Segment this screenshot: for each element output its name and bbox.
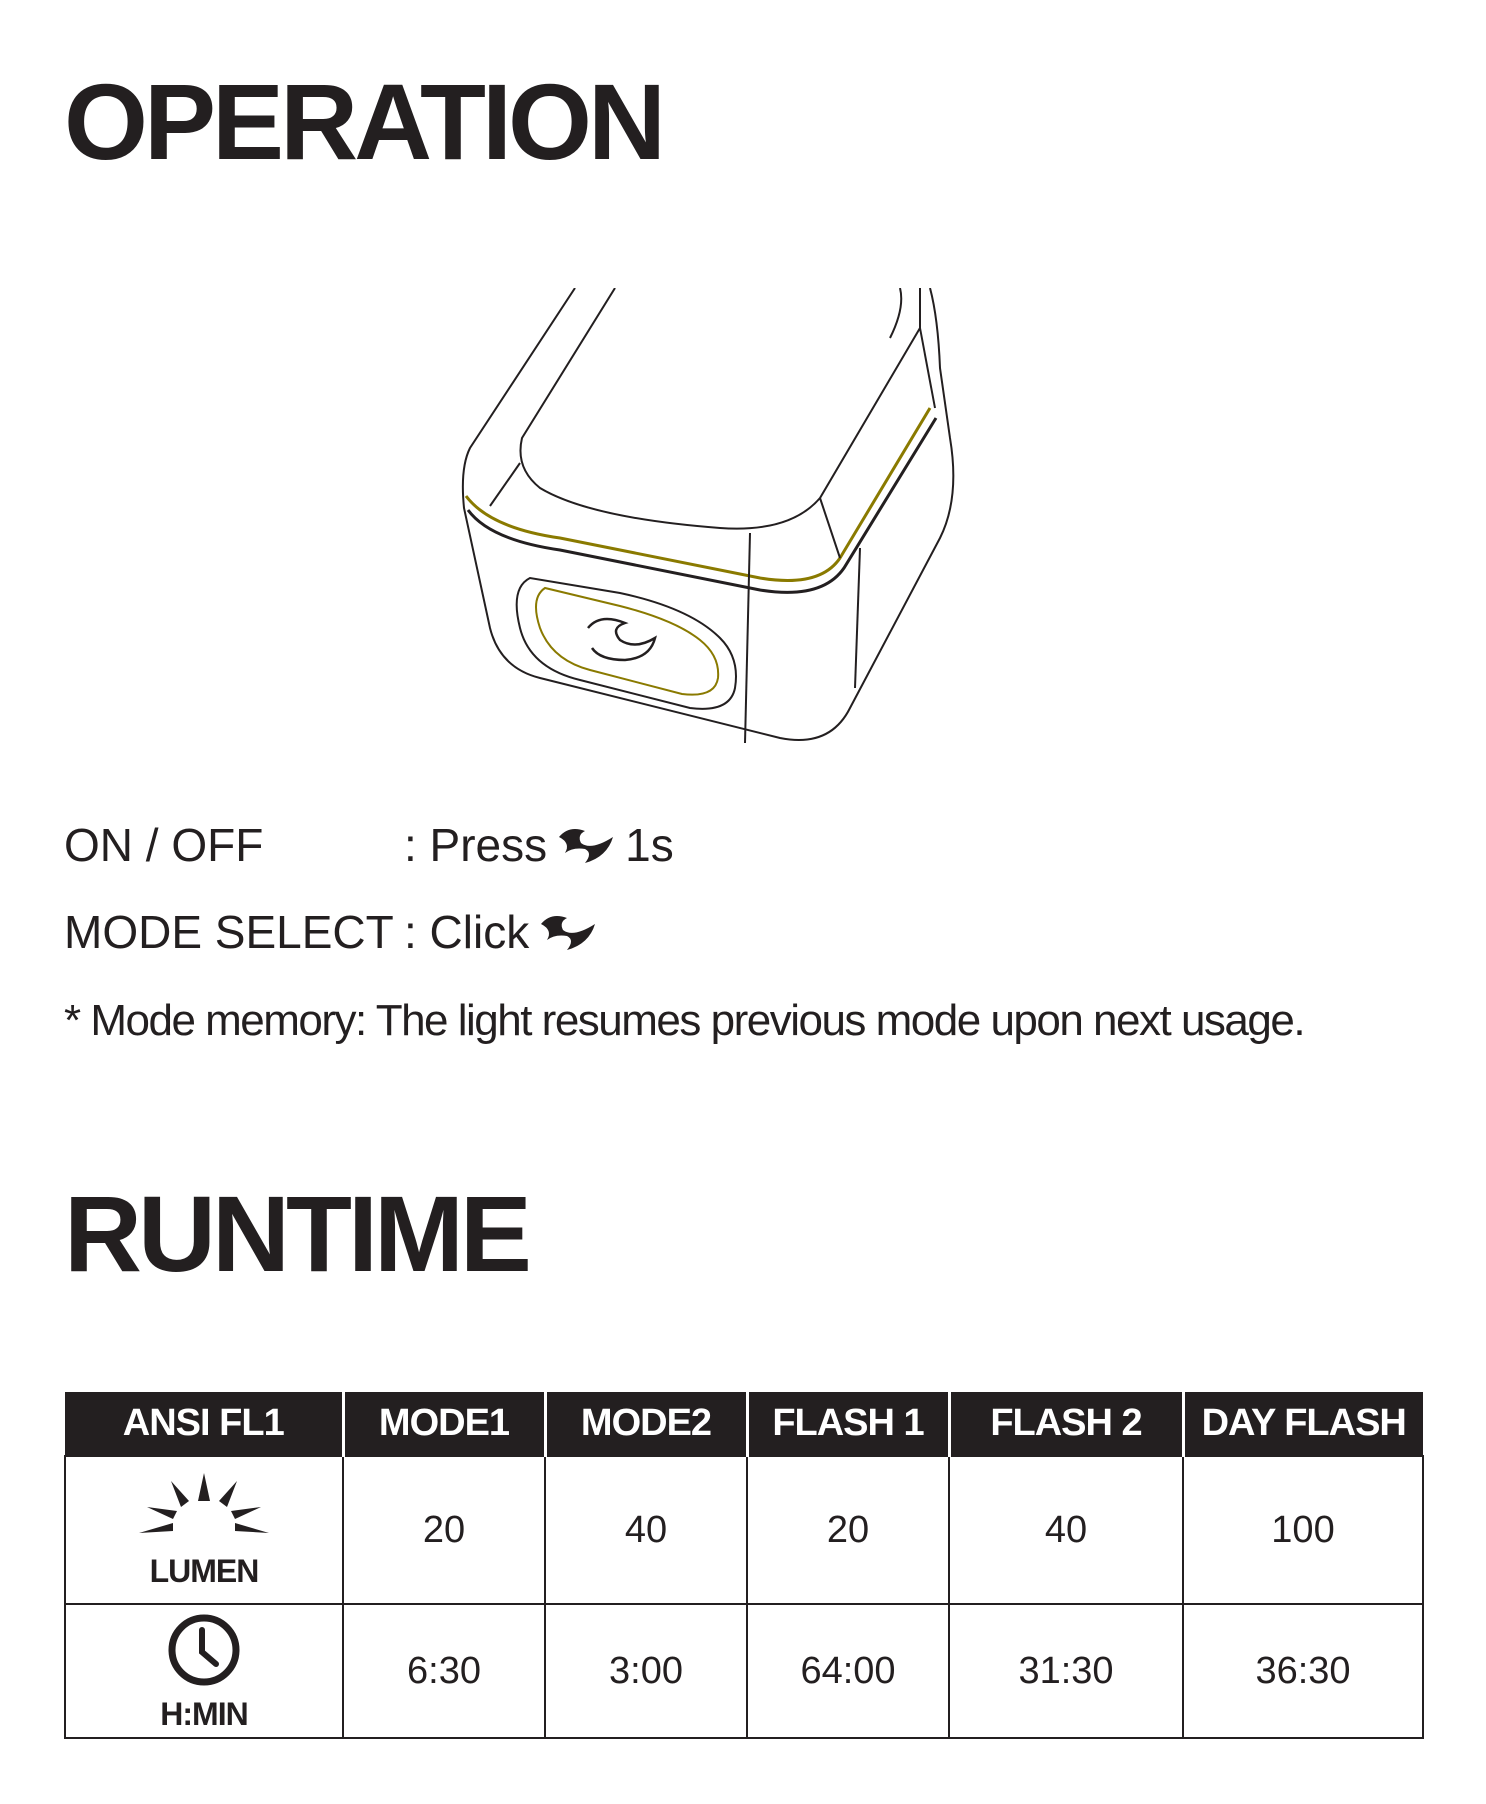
time-day-flash: 36:30 bbox=[1183, 1604, 1423, 1738]
header-ansi-fl1: ANSI FL1 bbox=[65, 1392, 343, 1456]
bat-logo-button-icon bbox=[555, 823, 617, 867]
time-mode1: 6:30 bbox=[343, 1604, 545, 1738]
on-off-label: ON / OFF bbox=[64, 819, 264, 871]
bike-light-device-illustration bbox=[460, 288, 1060, 788]
lumen-flash2: 40 bbox=[949, 1456, 1183, 1604]
runtime-table bbox=[64, 1392, 1424, 1739]
time-flash2: 31:30 bbox=[949, 1604, 1183, 1738]
mode-select-instruction bbox=[64, 906, 607, 958]
time-mode2: 3:00 bbox=[545, 1604, 747, 1738]
mode-memory-note: * Mode memory: The light resumes previous mode upon next usage. bbox=[64, 996, 1305, 1045]
sun-rays-icon bbox=[139, 1473, 269, 1545]
header-day-flash: DAY FLASH bbox=[1183, 1392, 1423, 1456]
header-mode1: MODE1 bbox=[343, 1392, 545, 1456]
mode-select-prefix: : Click bbox=[404, 906, 530, 958]
header-mode2: MODE2 bbox=[545, 1392, 747, 1456]
on-off-instruction bbox=[64, 819, 674, 871]
header-flash2: FLASH 2 bbox=[949, 1392, 1183, 1456]
lumen-day-flash: 100 bbox=[1183, 1456, 1423, 1604]
table-row bbox=[65, 1604, 1423, 1738]
runtime-title: RUNTIME bbox=[64, 1173, 528, 1294]
lumen-label: LUMEN bbox=[149, 1553, 259, 1589]
bat-logo-button-icon bbox=[537, 910, 599, 954]
time-flash1: 64:00 bbox=[747, 1604, 949, 1738]
table-row bbox=[65, 1456, 1423, 1604]
clock-icon bbox=[166, 1612, 242, 1688]
table-header-row bbox=[65, 1392, 1423, 1456]
mode-select-label: MODE SELECT bbox=[64, 906, 394, 958]
operation-title: OPERATION bbox=[64, 61, 663, 182]
header-flash1: FLASH 1 bbox=[747, 1392, 949, 1456]
lumen-mode2: 40 bbox=[545, 1456, 747, 1604]
on-off-suffix: 1s bbox=[625, 819, 674, 871]
time-label: H:MIN bbox=[160, 1696, 248, 1732]
lumen-mode1: 20 bbox=[343, 1456, 545, 1604]
time-unit-cell bbox=[65, 1604, 343, 1738]
on-off-prefix: : Press bbox=[404, 819, 548, 871]
lumen-unit-cell bbox=[65, 1456, 343, 1604]
lumen-flash1: 20 bbox=[747, 1456, 949, 1604]
